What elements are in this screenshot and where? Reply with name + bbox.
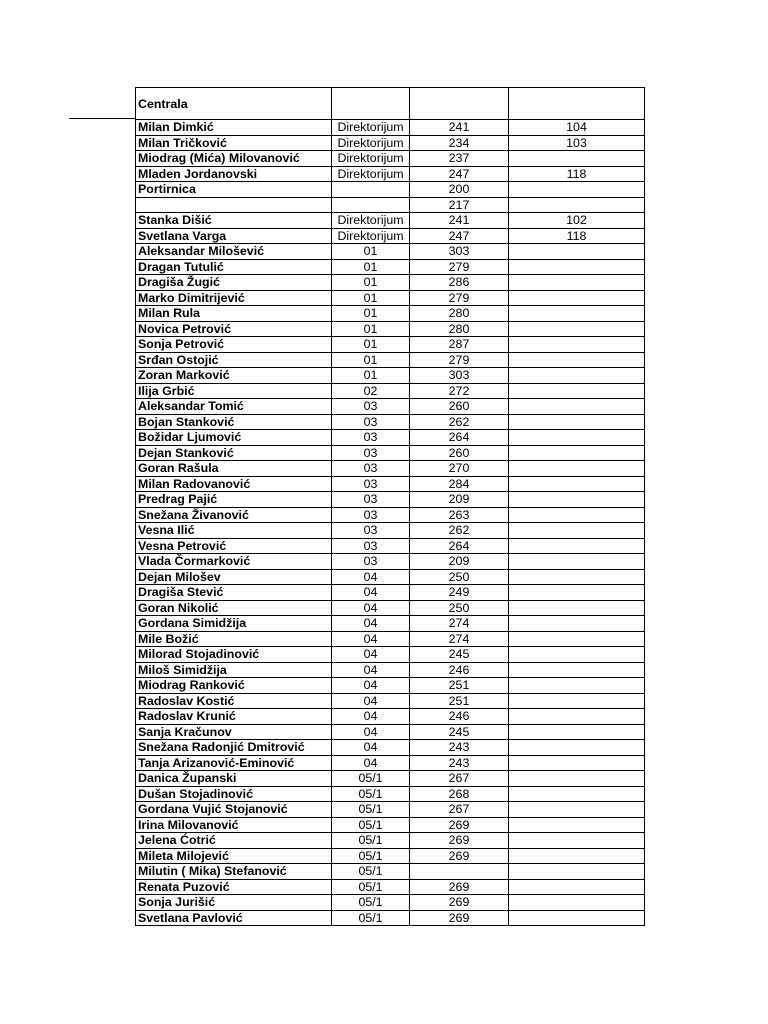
extension-number: 234 [410,135,509,151]
secondary-number [509,445,645,461]
extension-number: 279 [410,290,509,306]
person-name: Milan Rula [136,306,332,322]
person-name: Milutin ( Mika) Stefanović [136,864,332,880]
person-name: Snežana Živanović [136,507,332,523]
person-name: Zoran Marković [136,368,332,384]
person-name: Miloš Simidžija [136,662,332,678]
table-row [136,476,645,492]
table-row [136,879,645,895]
header-col-3 [410,88,509,120]
extension-number: 267 [410,771,509,787]
extension-number: 280 [410,306,509,322]
table-row [136,135,645,151]
person-name [136,197,332,213]
header-col-2 [332,88,410,120]
extension-number: 303 [410,244,509,260]
unit-code: Direktorijum [332,228,410,244]
extension-number: 217 [410,197,509,213]
person-name: Dragiša Žugić [136,275,332,291]
table-row [136,151,645,167]
person-name: Gordana Simidžija [136,616,332,632]
secondary-number [509,910,645,926]
secondary-number [509,430,645,446]
unit-code: 03 [332,507,410,523]
secondary-number [509,182,645,198]
secondary-number [509,895,645,911]
unit-code: 04 [332,724,410,740]
secondary-number [509,275,645,291]
table-row [136,631,645,647]
unit-code: 03 [332,461,410,477]
extension-number: 279 [410,352,509,368]
unit-code: 02 [332,383,410,399]
person-name: Portirnica [136,182,332,198]
table-row [136,616,645,632]
person-name: Tanja Arizanović-Eminović [136,755,332,771]
unit-code: 01 [332,352,410,368]
extension-number: 274 [410,631,509,647]
table-row [136,569,645,585]
table-row [136,523,645,539]
secondary-number: 104 [509,120,645,136]
table-row [136,182,645,198]
table-row [136,554,645,570]
person-name: Milan Tričković [136,135,332,151]
person-name: Radoslav Kostić [136,693,332,709]
secondary-number [509,740,645,756]
secondary-number [509,600,645,616]
extension-number: 260 [410,445,509,461]
table-row [136,538,645,554]
person-name: Svetlana Pavlović [136,910,332,926]
unit-code: 05/1 [332,771,410,787]
table-row [136,662,645,678]
extension-number: 274 [410,616,509,632]
extension-number: 264 [410,538,509,554]
person-name: Mile Božić [136,631,332,647]
person-name: Vesna Ilić [136,523,332,539]
extension-number: 245 [410,647,509,663]
person-name: Dušan Stojadinović [136,786,332,802]
unit-code: 03 [332,414,410,430]
secondary-number [509,833,645,849]
table-row [136,213,645,229]
unit-code: 05/1 [332,833,410,849]
table-row [136,724,645,740]
secondary-number [509,476,645,492]
extension-number: 243 [410,740,509,756]
table-row [136,368,645,384]
unit-code: 03 [332,476,410,492]
person-name: Vesna Petrović [136,538,332,554]
secondary-number [509,678,645,694]
unit-code: 01 [332,337,410,353]
extension-number: 200 [410,182,509,198]
secondary-number [509,848,645,864]
extension-number: 269 [410,879,509,895]
secondary-number [509,786,645,802]
unit-code: Direktorijum [332,120,410,136]
secondary-number [509,724,645,740]
table-row [136,337,645,353]
extension-number: 280 [410,321,509,337]
person-name: Novica Petrović [136,321,332,337]
person-name: Mladen Jordanovski [136,166,332,182]
secondary-number [509,290,645,306]
unit-code: 03 [332,399,410,415]
extension-number: 269 [410,895,509,911]
person-name: Miodrag Ranković [136,678,332,694]
person-name: Dejan Stanković [136,445,332,461]
table-row [136,399,645,415]
unit-code: 01 [332,244,410,260]
person-name: Srđan Ostojić [136,352,332,368]
table-row [136,833,645,849]
unit-code: 01 [332,259,410,275]
person-name: Marko Dimitrijević [136,290,332,306]
extension-number: 270 [410,461,509,477]
table-row [136,771,645,787]
secondary-number [509,771,645,787]
table-row [136,414,645,430]
phone-directory-table [135,87,645,926]
table-row [136,895,645,911]
person-name: Jelena Ćotrić [136,833,332,849]
header-title: Centrala [136,88,332,120]
person-name: Radoslav Krunić [136,709,332,725]
table-header-row [136,88,645,120]
extension-number: 269 [410,848,509,864]
secondary-number [509,802,645,818]
person-name: Sonja Petrović [136,337,332,353]
secondary-number [509,817,645,833]
unit-code: Direktorijum [332,135,410,151]
unit-code: 01 [332,306,410,322]
secondary-number [509,306,645,322]
left-divider-line [69,118,135,119]
table-row [136,244,645,260]
person-name: Bojan Stanković [136,414,332,430]
table-row [136,228,645,244]
unit-code: 05/1 [332,879,410,895]
person-name: Milan Radovanović [136,476,332,492]
table-row [136,383,645,399]
table-row [136,461,645,477]
table-row [136,306,645,322]
secondary-number: 103 [509,135,645,151]
person-name: Božidar Ljumović [136,430,332,446]
secondary-number [509,321,645,337]
extension-number: 286 [410,275,509,291]
table-row [136,740,645,756]
secondary-number [509,383,645,399]
unit-code: 05/1 [332,802,410,818]
unit-code: 05/1 [332,864,410,880]
unit-code: 04 [332,755,410,771]
person-name: Dragan Tutulić [136,259,332,275]
extension-number: 268 [410,786,509,802]
extension-number: 269 [410,833,509,849]
extension-number: 209 [410,492,509,508]
person-name: Danica Županski [136,771,332,787]
person-name: Goran Rašula [136,461,332,477]
extension-number: 284 [410,476,509,492]
secondary-number [509,151,645,167]
secondary-number [509,368,645,384]
person-name: Aleksandar Tomić [136,399,332,415]
secondary-number [509,259,645,275]
extension-number [410,864,509,880]
table-row [136,600,645,616]
person-name: Svetlana Varga [136,228,332,244]
extension-number: 263 [410,507,509,523]
secondary-number [509,492,645,508]
table-row [136,709,645,725]
extension-number: 209 [410,554,509,570]
extension-number: 279 [410,259,509,275]
secondary-number [509,569,645,585]
unit-code: 04 [332,585,410,601]
table-row [136,492,645,508]
extension-number: 245 [410,724,509,740]
unit-code: 04 [332,662,410,678]
extension-number: 246 [410,662,509,678]
table-row [136,786,645,802]
person-name: Dejan Milošev [136,569,332,585]
extension-number: 241 [410,213,509,229]
secondary-number [509,662,645,678]
unit-code: 03 [332,538,410,554]
unit-code: 01 [332,368,410,384]
secondary-number [509,864,645,880]
secondary-number [509,523,645,539]
header-col-4 [509,88,645,120]
extension-number: 241 [410,120,509,136]
table-row [136,352,645,368]
extension-number: 250 [410,569,509,585]
person-name: Ilija Grbić [136,383,332,399]
unit-code: Direktorijum [332,151,410,167]
unit-code: 05/1 [332,895,410,911]
table-row [136,678,645,694]
person-name: Mileta Milojević [136,848,332,864]
unit-code [332,197,410,213]
unit-code: 03 [332,492,410,508]
person-name: Aleksandar Milošević [136,244,332,260]
table-row [136,197,645,213]
secondary-number [509,647,645,663]
secondary-number [509,461,645,477]
unit-code: 04 [332,631,410,647]
extension-number: 262 [410,523,509,539]
person-name: Gordana Vujić Stojanović [136,802,332,818]
table-row [136,817,645,833]
secondary-number [509,554,645,570]
person-name: Irina Milovanović [136,817,332,833]
person-name: Sonja Jurišić [136,895,332,911]
unit-code: 01 [332,290,410,306]
extension-number: 243 [410,755,509,771]
unit-code: Direktorijum [332,166,410,182]
unit-code: 04 [332,600,410,616]
table-row [136,864,645,880]
table-row [136,910,645,926]
secondary-number: 118 [509,228,645,244]
table-row [136,647,645,663]
person-name: Renata Puzović [136,879,332,895]
table-row [136,445,645,461]
secondary-number [509,879,645,895]
secondary-number [509,585,645,601]
table-row [136,430,645,446]
table-row [136,259,645,275]
unit-code: 04 [332,709,410,725]
person-name: Sanja Kračunov [136,724,332,740]
secondary-number [509,755,645,771]
extension-number: 269 [410,817,509,833]
secondary-number: 118 [509,166,645,182]
secondary-number [509,538,645,554]
extension-number: 260 [410,399,509,415]
extension-number: 303 [410,368,509,384]
table-row [136,848,645,864]
secondary-number [509,414,645,430]
unit-code: 03 [332,430,410,446]
table-row [136,275,645,291]
unit-code: 05/1 [332,786,410,802]
unit-code: 04 [332,678,410,694]
unit-code: 05/1 [332,817,410,833]
unit-code: Direktorijum [332,213,410,229]
unit-code [332,182,410,198]
table-row [136,693,645,709]
table-row [136,120,645,136]
unit-code: 03 [332,445,410,461]
person-name: Snežana Radonjić Dmitrović [136,740,332,756]
extension-number: 237 [410,151,509,167]
extension-number: 250 [410,600,509,616]
table-row [136,166,645,182]
person-name: Miodrag (Mića) Milovanović [136,151,332,167]
extension-number: 267 [410,802,509,818]
unit-code: 01 [332,321,410,337]
person-name: Milan Dimkić [136,120,332,136]
extension-number: 247 [410,228,509,244]
table-row [136,802,645,818]
secondary-number [509,507,645,523]
person-name: Milorad Stojadinović [136,647,332,663]
table-body [136,120,645,926]
extension-number: 269 [410,910,509,926]
extension-number: 272 [410,383,509,399]
extension-number: 249 [410,585,509,601]
unit-code: 05/1 [332,910,410,926]
unit-code: 04 [332,740,410,756]
extension-number: 251 [410,678,509,694]
extension-number: 247 [410,166,509,182]
secondary-number [509,399,645,415]
secondary-number [509,709,645,725]
table-row [136,507,645,523]
secondary-number [509,693,645,709]
extension-number: 264 [410,430,509,446]
extension-number: 287 [410,337,509,353]
unit-code: 03 [332,523,410,539]
unit-code: 03 [332,554,410,570]
unit-code: 01 [332,275,410,291]
person-name: Dragiša Stević [136,585,332,601]
person-name: Goran Nikolić [136,600,332,616]
table-row [136,290,645,306]
table-row [136,755,645,771]
secondary-number [509,616,645,632]
secondary-number [509,197,645,213]
extension-number: 251 [410,693,509,709]
secondary-number [509,244,645,260]
person-name: Stanka Dišić [136,213,332,229]
person-name: Vlada Čormarković [136,554,332,570]
person-name: Predrag Pajić [136,492,332,508]
unit-code: 05/1 [332,848,410,864]
secondary-number [509,337,645,353]
table-row [136,321,645,337]
table-row [136,585,645,601]
unit-code: 04 [332,647,410,663]
secondary-number [509,352,645,368]
unit-code: 04 [332,569,410,585]
unit-code: 04 [332,693,410,709]
extension-number: 246 [410,709,509,725]
secondary-number [509,631,645,647]
extension-number: 262 [410,414,509,430]
unit-code: 04 [332,616,410,632]
secondary-number: 102 [509,213,645,229]
